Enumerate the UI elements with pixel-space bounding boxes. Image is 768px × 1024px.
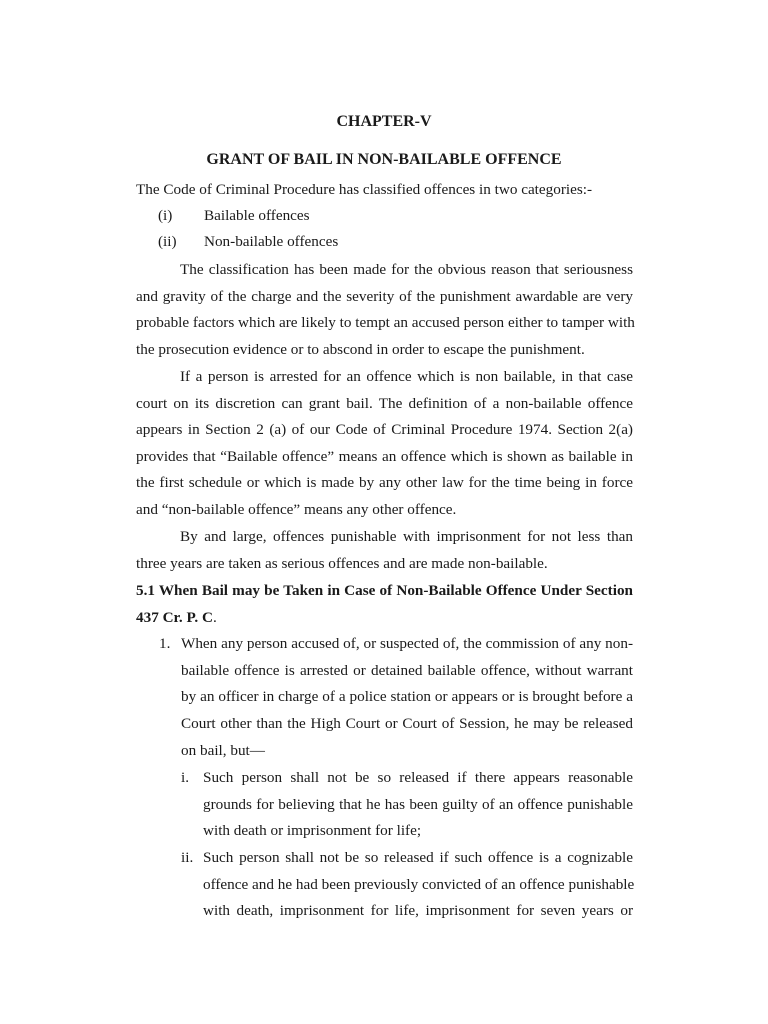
intro-text: The Code of Criminal Procedure has classified offences in two categories:- [136,181,593,198]
subsection-heading-tail: . [212,609,217,626]
subsection-heading-line: 5.1 When Bail may be Taken in Case of Non-Bailable Offence Under Section [136,582,633,599]
paragraph-line: appears in Section 2 (a) of our Code of Criminal Procedure 1974. Section 2(a) [136,421,633,438]
subsection-heading-text: 437 Cr. P. C [136,609,213,626]
chapter-title: CHAPTER-V [336,113,432,130]
sublist-item-line: with death, imprisonment for life, imprisonment for seven years or [203,902,633,919]
paragraph-line: three years are taken as serious offences and are made non-bailable. [136,555,548,572]
sublist-item-line: offence and he had been previously convicted of an offence punishable [203,876,635,893]
list-item-line: When any person accused of, or suspected of, the commission of any non- [181,635,633,652]
list-item-line: by an officer in charge of a police station or appears or is brought before a [181,688,633,705]
category-item: Non-bailable offences [204,233,339,250]
sublist-item-line: grounds for believing that he has been guilty of an offence punishable [203,796,633,813]
paragraph-line: The classification has been made for the obvious reason that seriousness [180,261,633,278]
category-item: Bailable offences [204,207,310,224]
category-marker: (i) [158,207,173,224]
list-marker: 1. [159,635,171,652]
sublist-item-line: with death or imprisonment for life; [203,822,422,839]
sublist-marker: ii. [181,849,194,866]
section-title: GRANT OF BAIL IN NON-BAILABLE OFFENCE [206,151,562,168]
list-item-line: on bail, but— [181,742,265,759]
paragraph-line: court on its discretion can grant bail. The definition of a non-bailable offence [136,395,633,412]
paragraph-line: probable factors which are likely to tempt an accused person either to tamper with [136,314,635,331]
paragraph-line: and “non-bailable offence” means any other offence. [136,501,457,518]
paragraph-line: provides that “Bailable offence” means an offence which is shown as bailable in [136,448,633,465]
sublist-marker: i. [181,769,190,786]
category-marker: (ii) [158,233,177,250]
sublist-item-line: Such person shall not be so released if there appears reasonable [203,769,633,786]
paragraph-line: the prosecution evidence or to abscond in order to escape the punishment. [136,341,585,358]
paragraph-line: and gravity of the charge and the severity of the punishment awardable are very [136,288,633,305]
sublist-item-line: Such person shall not be so released if such offence is a cognizable [203,849,633,866]
subsection-heading-line [136,608,633,628]
paragraph-line: By and large, offences punishable with imprisonment for not less than [180,528,633,545]
paragraph-line: If a person is arrested for an offence which is non bailable, in that case [180,368,633,385]
list-item-line: bailable offence is arrested or detained bailable offence, without warrant [181,662,633,679]
paragraph-line: the first schedule or which is made by any other law for the time being in force [136,474,633,491]
list-item-line: Court other than the High Court or Court of Session, he may be released [181,715,633,732]
